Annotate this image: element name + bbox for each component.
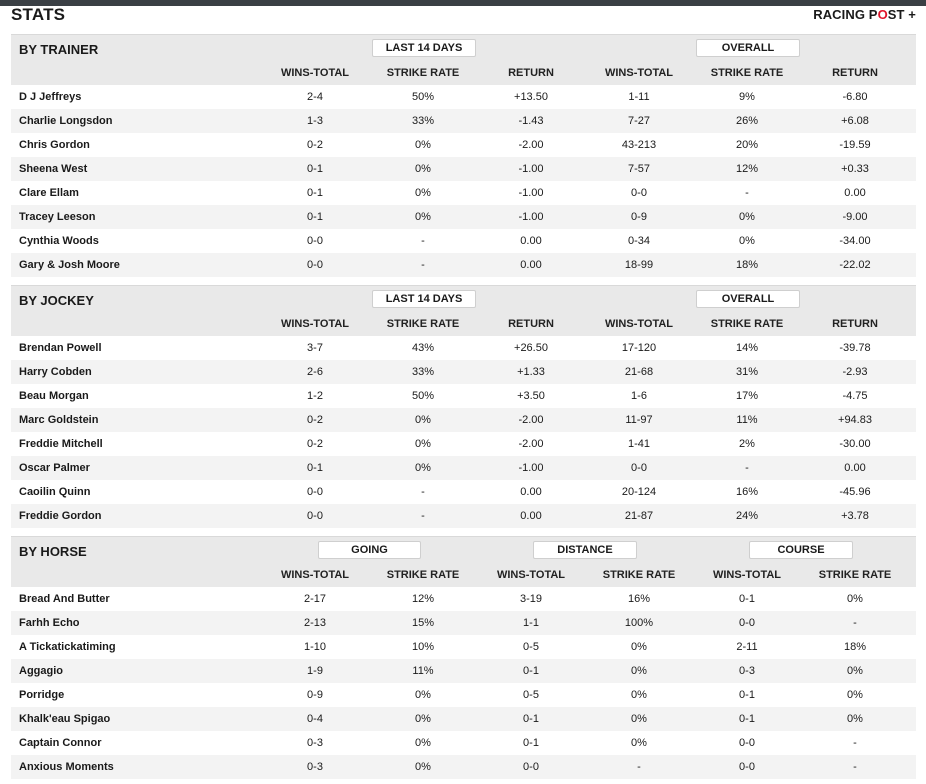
by-jockey-section: [11, 285, 916, 528]
jockey-row-cell: 1-6: [631, 390, 647, 402]
jockey-row-cell: +1.33: [517, 366, 545, 378]
trainer-row-cell: -: [421, 235, 425, 247]
trainer-row-cell: 26%: [735, 115, 759, 127]
horse-row-cell: 0-5: [523, 641, 539, 653]
jockey-group-tab-0[interactable]: LAST 14 DAYS: [372, 290, 476, 308]
trainer-row-cell: -1.00: [518, 187, 544, 199]
jockey-column-header: RETURN: [508, 318, 554, 330]
jockey-row-cell: +26.50: [514, 342, 548, 354]
horse-row-cell: 1-10: [303, 641, 327, 653]
trainer-row-cell: -19.59: [839, 139, 871, 151]
jockey-table-row: [11, 504, 916, 528]
horse-table-row: [11, 755, 916, 779]
jockey-section-title: BY JOCKEY: [19, 293, 94, 308]
horse-row-name[interactable]: Khalk'eau Spigao: [19, 713, 111, 725]
trainer-row-cell: 0-0: [307, 259, 323, 271]
horse-row-name[interactable]: A Tickatickatiming: [19, 641, 116, 653]
horse-row-cell: 0-3: [307, 761, 323, 773]
jockey-row-name[interactable]: Beau Morgan: [19, 390, 89, 402]
trainer-group-tab-0[interactable]: LAST 14 DAYS: [372, 39, 476, 57]
jockey-row-cell: -: [421, 486, 425, 498]
horse-table-row: [11, 611, 916, 635]
horse-row-cell: 16%: [627, 593, 651, 605]
trainer-row-cell: -6.80: [842, 91, 868, 103]
trainer-row-cell: 18-99: [624, 259, 654, 271]
horse-row-cell: 0%: [847, 689, 863, 701]
trainer-row-cell: 20%: [735, 139, 759, 151]
trainer-row-name[interactable]: Chris Gordon: [19, 139, 90, 151]
jockey-row-cell: 17-120: [621, 342, 657, 354]
jockey-row-cell: 2%: [739, 438, 755, 450]
trainer-row-cell: -1.00: [518, 163, 544, 175]
horse-column-header: WINS-TOTAL: [496, 569, 566, 581]
jockey-row-cell: 2-6: [307, 366, 323, 378]
jockey-row-cell: 0-0: [631, 462, 647, 474]
jockey-table-row: [11, 456, 916, 480]
logo-text-o: O: [877, 7, 888, 22]
horse-row-cell: 0%: [631, 713, 647, 725]
trainer-group-tab-1[interactable]: OVERALL: [696, 39, 800, 57]
trainer-row-cell: 0%: [415, 211, 431, 223]
trainer-row-cell: 12%: [735, 163, 759, 175]
horse-row-cell: 0%: [847, 593, 863, 605]
horse-row-cell: 0-0: [739, 617, 755, 629]
horse-row-cell: 0-1: [739, 689, 755, 701]
trainer-row-cell: 0%: [415, 139, 431, 151]
trainer-row-cell: 0%: [415, 187, 431, 199]
trainer-row-cell: 9%: [739, 91, 755, 103]
trainer-row-cell: -22.02: [839, 259, 871, 271]
trainer-table-row: [11, 157, 916, 181]
horse-row-cell: 12%: [411, 593, 435, 605]
horse-row-cell: 15%: [411, 617, 435, 629]
trainer-row-cell: 0-0: [307, 235, 323, 247]
jockey-column-header: RETURN: [832, 318, 878, 330]
trainer-row-cell: -9.00: [842, 211, 868, 223]
trainer-row-cell: 2-4: [307, 91, 323, 103]
trainer-row-cell: -1.43: [518, 115, 544, 127]
jockey-row-cell: 0.00: [520, 510, 542, 522]
trainer-row-cell: 33%: [411, 115, 435, 127]
trainer-row-cell: 1-3: [307, 115, 323, 127]
jockey-row-cell: 0%: [415, 414, 431, 426]
horse-row-cell: 1-1: [523, 617, 539, 629]
horse-column-header: WINS-TOTAL: [280, 569, 350, 581]
jockey-row-cell: 0-1: [307, 462, 323, 474]
jockey-row-name[interactable]: Caoilin Quinn: [19, 486, 91, 498]
horse-row-name[interactable]: Farhh Echo: [19, 617, 80, 629]
jockey-row-cell: -1.00: [518, 462, 544, 474]
trainer-row-name[interactable]: Cynthia Woods: [19, 235, 99, 247]
horse-row-cell: 0-3: [307, 737, 323, 749]
horse-table-row: [11, 659, 916, 683]
horse-row-name[interactable]: Captain Connor: [19, 737, 102, 749]
horse-row-cell: 0%: [415, 689, 431, 701]
trainer-row-cell: 0.00: [520, 235, 542, 247]
jockey-row-cell: 0-0: [307, 486, 323, 498]
trainer-row-cell: 0-34: [627, 235, 651, 247]
trainer-row-cell: -1.00: [518, 211, 544, 223]
jockey-row-cell: 0.00: [844, 462, 866, 474]
jockey-row-name[interactable]: Harry Cobden: [19, 366, 92, 378]
trainer-row-cell: 0%: [739, 235, 755, 247]
trainer-section-header: [11, 34, 916, 85]
trainer-row-cell: 0-1: [307, 187, 323, 199]
jockey-row-cell: 14%: [735, 342, 759, 354]
trainer-row-name[interactable]: Clare Ellam: [19, 187, 79, 199]
horse-section-header: [11, 536, 916, 587]
horse-row-cell: 2-11: [736, 641, 758, 653]
trainer-row-cell: 18%: [735, 259, 759, 271]
horse-table-row: [11, 635, 916, 659]
horse-row-name[interactable]: Aggagio: [19, 665, 63, 677]
horse-row-cell: 0-1: [523, 713, 539, 725]
racing-post-logo[interactable]: [813, 7, 916, 22]
trainer-row-cell: 7-27: [627, 115, 651, 127]
jockey-row-cell: 0-2: [307, 438, 323, 450]
horse-row-cell: 2-13: [303, 617, 327, 629]
trainer-row-cell: 1-11: [628, 91, 650, 103]
trainer-column-header: STRIKE RATE: [710, 67, 784, 79]
jockey-row-name[interactable]: Freddie Mitchell: [19, 438, 103, 450]
horse-row-cell: 0-1: [523, 737, 539, 749]
jockey-row-cell: 0.00: [520, 486, 542, 498]
trainer-row-cell: 7-57: [627, 163, 651, 175]
jockey-row-cell: -2.93: [842, 366, 868, 378]
trainer-row-cell: -2.00: [518, 139, 544, 151]
trainer-row-cell: 0-2: [307, 139, 323, 151]
horse-column-header: STRIKE RATE: [818, 569, 892, 581]
by-horse-section: [11, 536, 916, 779]
horse-row-cell: 0%: [631, 737, 647, 749]
jockey-row-cell: +94.83: [838, 414, 872, 426]
trainer-row-cell: 43-213: [621, 139, 657, 151]
jockey-row-cell: 21-87: [624, 510, 654, 522]
horse-row-cell: 1-9: [307, 665, 323, 677]
trainer-table-row: [11, 85, 916, 109]
jockey-row-cell: -: [421, 510, 425, 522]
horse-table-row: [11, 587, 916, 611]
horse-row-cell: 100%: [624, 617, 654, 629]
horse-row-cell: 0%: [415, 761, 431, 773]
logo-text-b: ST +: [887, 7, 916, 22]
horse-row-cell: 0-1: [739, 713, 755, 725]
jockey-column-header: STRIKE RATE: [710, 318, 784, 330]
jockey-row-cell: -30.00: [839, 438, 871, 450]
jockey-column-header: STRIKE RATE: [386, 318, 460, 330]
horse-row-cell: 0-3: [739, 665, 755, 677]
horse-row-cell: 0%: [415, 713, 431, 725]
jockey-row-cell: 16%: [735, 486, 759, 498]
jockey-column-header: WINS-TOTAL: [604, 318, 674, 330]
trainer-row-cell: 0-1: [307, 163, 323, 175]
horse-row-cell: 0%: [631, 665, 647, 677]
jockey-table-row: [11, 384, 916, 408]
horse-row-cell: 0-1: [739, 593, 755, 605]
jockey-table-row: [11, 360, 916, 384]
trainer-table-row: [11, 229, 916, 253]
jockey-section-header: [11, 285, 916, 336]
trainer-row-cell: +13.50: [514, 91, 548, 103]
jockey-group-tab-1[interactable]: OVERALL: [696, 290, 800, 308]
jockey-row-cell: 20-124: [621, 486, 657, 498]
jockey-row-cell: 33%: [411, 366, 435, 378]
jockey-row-cell: +3.50: [517, 390, 545, 402]
horse-group-tab-1[interactable]: DISTANCE: [533, 541, 637, 559]
horse-row-cell: 0%: [847, 665, 863, 677]
jockey-row-cell: 0-2: [307, 414, 323, 426]
horse-row-cell: -: [637, 761, 641, 773]
horse-section-title: BY HORSE: [19, 544, 87, 559]
horse-group-tab-0[interactable]: GOING: [318, 541, 421, 559]
jockey-table-row: [11, 336, 916, 360]
horse-column-header: WINS-TOTAL: [712, 569, 782, 581]
horse-row-cell: -: [853, 737, 857, 749]
horse-row-cell: 0-4: [307, 713, 323, 725]
horse-row-cell: 10%: [411, 641, 435, 653]
horse-table-row: [11, 707, 916, 731]
trainer-row-cell: -: [745, 187, 749, 199]
jockey-row-cell: -2.00: [518, 438, 544, 450]
trainer-row-cell: +0.33: [841, 163, 869, 175]
trainer-section-title: BY TRAINER: [19, 42, 99, 57]
trainer-table-row: [11, 253, 916, 277]
horse-row-cell: 18%: [843, 641, 867, 653]
trainer-column-header: RETURN: [508, 67, 554, 79]
horse-table-row: [11, 683, 916, 707]
trainer-row-cell: 0%: [415, 163, 431, 175]
horse-column-header: STRIKE RATE: [602, 569, 676, 581]
horse-row-cell: 2-17: [303, 593, 327, 605]
horse-row-cell: 0-1: [523, 665, 539, 677]
horse-row-name[interactable]: Bread And Butter: [19, 593, 110, 605]
horse-row-cell: -: [853, 761, 857, 773]
horse-row-cell: 0%: [631, 689, 647, 701]
jockey-row-cell: -4.75: [842, 390, 868, 402]
trainer-table-row: [11, 133, 916, 157]
horse-row-name[interactable]: Anxious Moments: [19, 761, 114, 773]
horse-row-cell: -: [853, 617, 857, 629]
jockey-row-cell: 50%: [411, 390, 435, 402]
horse-row-cell: 0-0: [739, 737, 755, 749]
horse-row-cell: 3-19: [519, 593, 543, 605]
trainer-row-cell: 0%: [739, 211, 755, 223]
jockey-table-row: [11, 432, 916, 456]
trainer-row-cell: +6.08: [841, 115, 869, 127]
horse-row-cell: 0%: [415, 737, 431, 749]
jockey-row-name[interactable]: Brendan Powell: [19, 342, 102, 354]
jockey-column-header: WINS-TOTAL: [280, 318, 350, 330]
jockey-row-name[interactable]: Freddie Gordon: [19, 510, 102, 522]
horse-table-row: [11, 731, 916, 755]
trainer-column-header: RETURN: [832, 67, 878, 79]
jockey-row-cell: -39.78: [839, 342, 871, 354]
top-bar: [0, 0, 926, 6]
horse-row-cell: 0%: [847, 713, 863, 725]
trainer-row-cell: 50%: [411, 91, 435, 103]
trainer-column-header: STRIKE RATE: [386, 67, 460, 79]
logo-text-a: RACING P: [813, 7, 878, 22]
jockey-row-cell: +3.78: [841, 510, 869, 522]
trainer-row-cell: 0.00: [844, 187, 866, 199]
jockey-row-name[interactable]: Oscar Palmer: [19, 462, 90, 474]
jockey-table-row: [11, 480, 916, 504]
trainer-table-row: [11, 205, 916, 229]
jockey-row-cell: 31%: [735, 366, 759, 378]
horse-row-cell: 0%: [631, 641, 647, 653]
trainer-row-name[interactable]: D J Jeffreys: [19, 91, 82, 103]
jockey-table-row: [11, 408, 916, 432]
trainer-row-cell: -: [421, 259, 425, 271]
jockey-row-cell: 17%: [735, 390, 759, 402]
jockey-row-cell: 0-0: [307, 510, 323, 522]
trainer-table-row: [11, 181, 916, 205]
trainer-row-name[interactable]: Sheena West: [19, 163, 88, 175]
jockey-row-cell: 24%: [735, 510, 759, 522]
horse-group-tab-2[interactable]: COURSE: [749, 541, 853, 559]
trainer-row-cell: 0-0: [631, 187, 647, 199]
jockey-row-cell: 1-2: [307, 390, 323, 402]
trainer-table-row: [11, 109, 916, 133]
jockey-row-name[interactable]: Marc Goldstein: [19, 414, 99, 426]
horse-row-cell: 0-0: [739, 761, 755, 773]
horse-row-cell: 0-9: [307, 689, 323, 701]
trainer-row-cell: 0.00: [520, 259, 542, 271]
jockey-row-cell: 1-41: [627, 438, 651, 450]
horse-row-cell: 0-5: [523, 689, 539, 701]
horse-row-name[interactable]: Porridge: [19, 689, 65, 701]
horse-row-cell: 11%: [412, 665, 434, 677]
trainer-row-cell: -34.00: [839, 235, 871, 247]
jockey-row-cell: 0%: [415, 462, 431, 474]
jockey-row-cell: 11%: [736, 414, 758, 426]
jockey-row-cell: 21-68: [624, 366, 654, 378]
trainer-row-cell: 0-9: [631, 211, 647, 223]
trainer-row-cell: 0-1: [307, 211, 323, 223]
jockey-row-cell: -45.96: [839, 486, 871, 498]
jockey-row-cell: 43%: [411, 342, 435, 354]
jockey-row-cell: 0%: [415, 438, 431, 450]
by-trainer-section: [11, 34, 916, 277]
jockey-row-cell: 11-97: [625, 414, 653, 426]
trainer-column-header: WINS-TOTAL: [604, 67, 674, 79]
trainer-row-name[interactable]: Tracey Leeson: [19, 211, 96, 223]
jockey-row-cell: -2.00: [518, 414, 544, 426]
page-title: STATS: [11, 5, 66, 24]
jockey-row-cell: 3-7: [307, 342, 323, 354]
horse-row-cell: 0-0: [523, 761, 539, 773]
jockey-row-cell: -: [745, 462, 749, 474]
trainer-row-name[interactable]: Charlie Longsdon: [19, 115, 113, 127]
horse-column-header: STRIKE RATE: [386, 569, 460, 581]
trainer-row-name[interactable]: Gary & Josh Moore: [19, 259, 120, 271]
trainer-column-header: WINS-TOTAL: [280, 67, 350, 79]
